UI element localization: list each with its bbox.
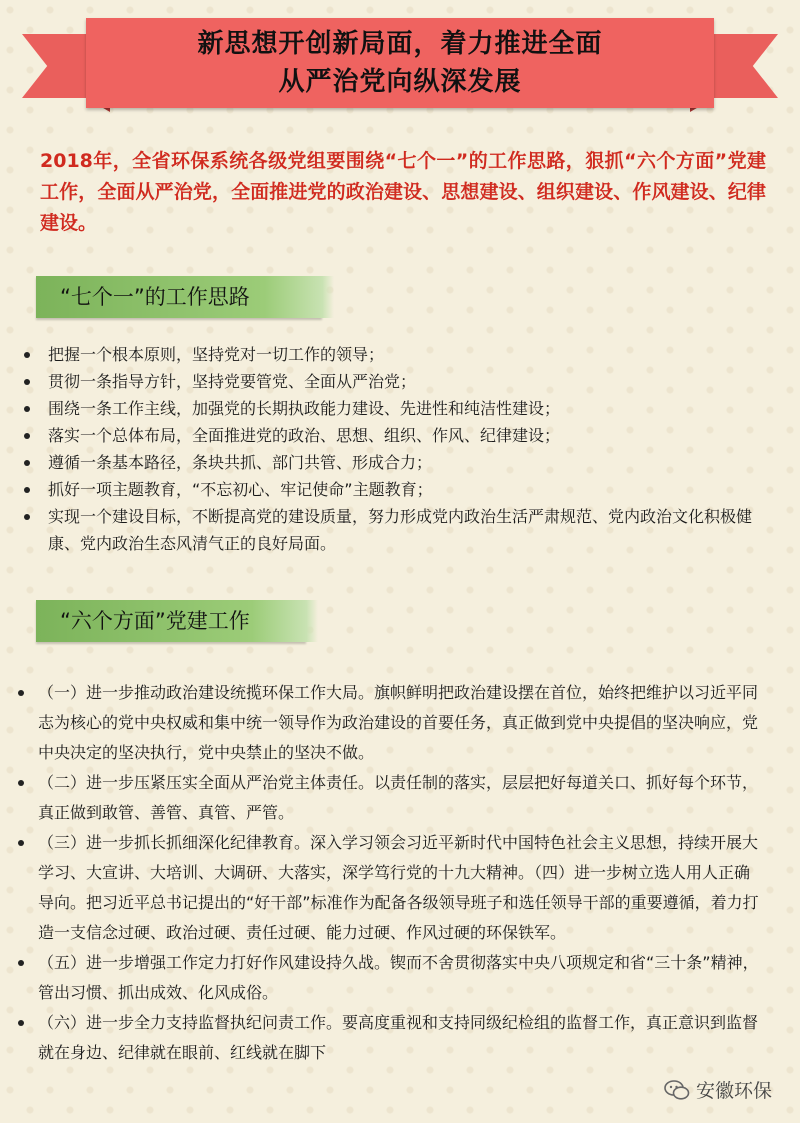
bullet-icon [24, 352, 30, 358]
section-heading-seven-ones: “七个一”的工作思路 [36, 276, 322, 318]
title-line-2: 从严治党向纵深发展 [278, 67, 522, 97]
list-item-text: 抓好一项主题教育，“不忘初心、牢记使命”主题教育； [48, 480, 433, 499]
list-item-text: （五）进一步增强工作定力打好作风建设持久战。锲而不舍贯彻落实中央八项规定和省“三十条”精神，管出习惯、抓出成效、化风成俗。 [38, 953, 759, 1002]
bullet-icon [24, 514, 30, 520]
list-item-text: （一）进一步推动政治建设统揽环保工作大局。旗帜鲜明把政治建设摆在首位，始终把维护以习近平同志为核心的党中央权威和集中统一领导作为政治建设的首要任务，真正做到党中央提倡的坚决响应，党中央决定的坚决执行，党中央禁止的坚决不做。 [38, 683, 759, 762]
footer-brand [664, 1076, 772, 1103]
title-ribbon [0, 12, 800, 116]
section-heading-six-aspects: “六个方面”党建工作 [36, 600, 306, 642]
bullet-icon [18, 1020, 24, 1026]
bullet-icon [18, 780, 24, 786]
bullet-icon [18, 690, 24, 696]
bullet-icon [24, 460, 30, 466]
intro-paragraph: 2018年，全省环保系统各级党组要围绕“七个一”的工作思路，狠抓“六个方面”党建工作，全面从严治党，全面推进党的政治建设、思想建设、组织建设、作风建设、纪律建设。 [40, 150, 766, 234]
list-item-text: （二）进一步压紧压实全面从严治党主体责任。以责任制的落实，层层把好每道关口、抓好每个环节，真正做到敢管、善管、真管、严管。 [38, 773, 759, 822]
bullet-icon [24, 433, 30, 439]
list-item [44, 449, 774, 476]
bullet-icon [24, 379, 30, 385]
bullet-icon [24, 487, 30, 493]
list-item [44, 368, 774, 395]
brand-name: 安徽环保 [695, 1080, 772, 1102]
list-item [44, 422, 774, 449]
title-line-1: 新思想开创新局面，着力推进全面 [197, 29, 603, 59]
page-title [86, 18, 714, 108]
list-item-text: 落实一个总体布局，全面推进党的政治、思想、组织、作风、纪律建设； [48, 426, 561, 445]
list-item-text: 围绕一条工作主线，加强党的长期执政能力建设、先进性和纯洁性建设； [48, 399, 561, 418]
seven-ones-list [44, 341, 774, 557]
list-item-text: （三）进一步抓长抓细深化纪律教育。深入学习领会习近平新时代中国特色社会主义思想，持续开展大学习、大宣讲、大培训、大调研、大落实，深学笃行党的十九大精神。（四）进一步树立选人用人正确导向。把习近平总书记提出的“好干部”标准作为配备各级领导班子和选任领导干部的重要遵循，着力打造一支信念过硬、政治过硬、责任过硬、能力过硬、作风过硬的环保铁军。 [38, 833, 759, 942]
list-item [38, 678, 762, 768]
list-item [44, 476, 774, 503]
bullet-icon [18, 840, 24, 846]
list-item [44, 503, 774, 557]
list-item [38, 768, 762, 828]
list-item [38, 828, 762, 948]
six-aspects-list [38, 678, 762, 1068]
list-item-text: 贯彻一条指导方针，坚持党要管党、全面从严治党； [48, 372, 417, 391]
wechat-icon [664, 1080, 690, 1100]
list-item-text: 遵循一条基本路径，条块共抓、部门共管、形成合力； [48, 453, 433, 472]
list-item [44, 395, 774, 422]
bullet-icon [18, 960, 24, 966]
bullet-icon [24, 406, 30, 412]
list-item [44, 341, 774, 368]
list-item-text: 把握一个根本原则，坚持党对一切工作的领导； [48, 345, 385, 364]
list-item [38, 948, 762, 1008]
list-item-text: 实现一个建设目标，不断提高党的建设质量，努力形成党内政治生活严肃规范、党内政治文化积极健康、党内政治生态风清气正的良好局面。 [48, 507, 753, 553]
list-item [38, 1008, 762, 1068]
list-item-text: （六）进一步全力支持监督执纪问责工作。要高度重视和支持同级纪检组的监督工作，真正意识到监督就在身边、纪律就在眼前、红线就在脚下 [38, 1013, 759, 1062]
